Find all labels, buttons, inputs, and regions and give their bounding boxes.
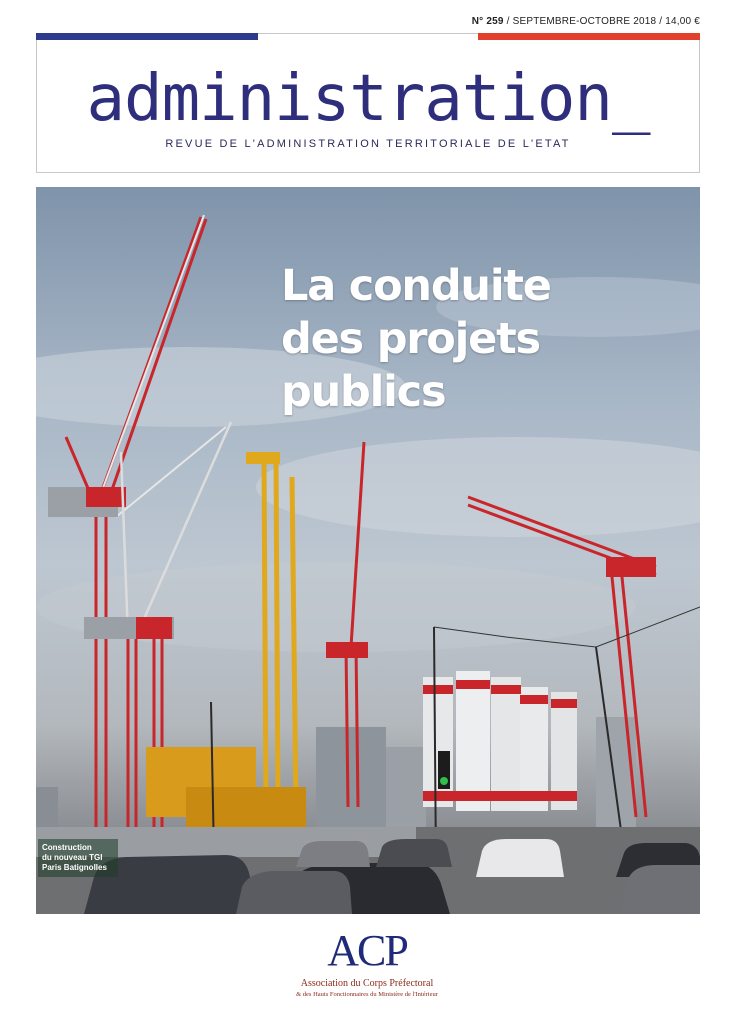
masthead-red-bar xyxy=(478,33,700,40)
acp-logo-text: ACP xyxy=(327,926,407,975)
magazine-title: administration_ xyxy=(86,62,650,136)
issue-info xyxy=(472,16,700,27)
publisher-block xyxy=(267,928,467,998)
magazine-subtitle: REVUE DE L'ADMINISTRATION TERRITORIALE DE L'ETAT xyxy=(165,138,571,150)
masthead-blue-bar xyxy=(36,33,258,40)
photo-caption xyxy=(38,839,118,877)
caption-line-2: du nouveau TGI xyxy=(42,853,103,862)
headline-line-1: La conduite xyxy=(281,261,551,311)
masthead xyxy=(36,33,700,173)
silos xyxy=(423,671,577,811)
issue-period: / SEPTEMBRE-OCTOBRE 2018 / 14,00 € xyxy=(503,16,700,27)
cover-photo xyxy=(36,187,700,914)
publisher-name: Association du Corps Préfectoral xyxy=(300,978,434,989)
acp-logo xyxy=(267,928,467,974)
headline-line-2: des projets publics xyxy=(281,314,540,417)
issue-number: N° 259 xyxy=(471,16,504,27)
cover-headline xyxy=(281,260,681,419)
caption-line-3: Paris Batignolles xyxy=(42,863,107,872)
caption-line-1: Construction xyxy=(42,843,92,852)
publisher-tagline: & des Hauts Fonctionnaires du Ministère de l'Intérieur xyxy=(296,991,438,998)
